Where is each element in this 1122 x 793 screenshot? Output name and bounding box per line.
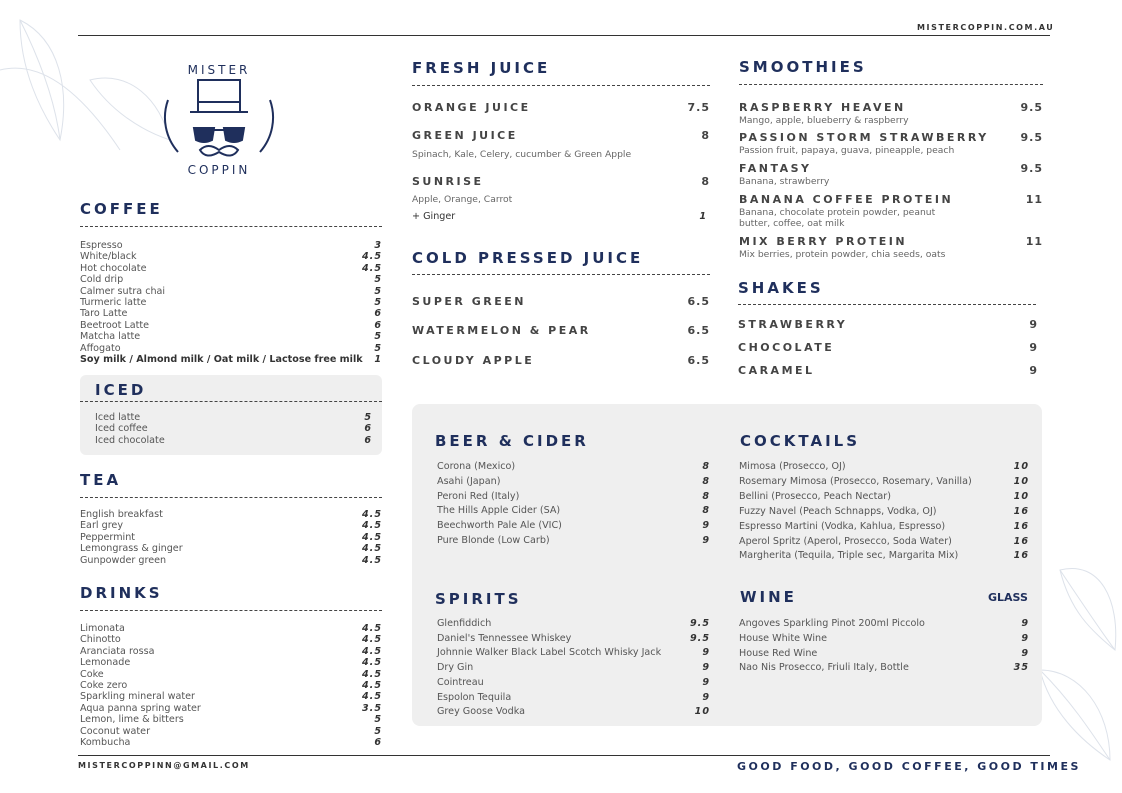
item-name: The Hills Apple Cider (SA): [437, 505, 561, 517]
item-name: House Red Wine: [739, 647, 818, 659]
item-name: Coconut water: [80, 725, 151, 737]
item-price: 9: [702, 676, 710, 688]
item-price: 8: [702, 475, 710, 487]
item-name: Peppermint: [80, 531, 136, 543]
item-price: 5: [364, 412, 372, 423]
item-name: Angoves Sparkling Pinot 200ml Piccolo: [739, 618, 925, 629]
item-name: Lemonade: [80, 657, 131, 669]
smoothie-desc: Banana, chocolate protein powder, peanut butter, coffee, oat milk: [739, 207, 936, 229]
item-price: 5: [374, 274, 382, 286]
item-name: Limonata: [80, 623, 125, 634]
cold-pressed-name: CLOUDY APPLE: [412, 354, 535, 367]
item-price: 9: [702, 534, 710, 546]
smoothie-desc: Passion fruit, papaya, guava, pineapple, peach: [739, 145, 955, 156]
list-item: [80, 657, 382, 668]
item-name: Mimosa (Prosecco, OJ): [739, 461, 846, 472]
item-name: Corona (Mexico): [437, 461, 516, 472]
item-name: Espresso: [80, 240, 123, 251]
item-name: Lemongrass & ginger: [80, 543, 183, 555]
list-item: [739, 520, 1029, 535]
item-name: Peroni Red (Italy): [437, 490, 520, 502]
list-item: [739, 661, 1029, 676]
item-name: Rosemary Mimosa (Prosecco, Rosemary, Vanilla): [739, 475, 972, 487]
item-name: Matcha latte: [80, 331, 141, 343]
item-name: Bellini (Prosecco, Peach Nectar): [739, 490, 891, 502]
item-price: 6: [374, 308, 382, 320]
item-price: 9: [1021, 618, 1029, 629]
item-price: 9: [702, 647, 710, 659]
item-price: 9: [702, 691, 710, 703]
coffee-list: [80, 240, 382, 365]
list-item: [80, 354, 382, 365]
item-price: 9: [702, 520, 710, 532]
shakes-title: SHAKES: [738, 279, 824, 297]
wine-list: [739, 617, 1029, 676]
cold-pressed-name: WATERMELON & PEAR: [412, 324, 591, 337]
list-item: [437, 490, 710, 505]
spirits-title: SPIRITS: [435, 590, 522, 608]
list-item: [80, 646, 382, 657]
list-item: [80, 703, 382, 714]
drinks-divider: [80, 610, 382, 611]
green-juice-price: 8: [701, 129, 710, 142]
cold-pressed-row: [412, 324, 710, 337]
item-price: 4.5: [362, 520, 382, 532]
list-item: [80, 669, 382, 680]
smoothie-row: [739, 162, 1043, 175]
item-name: Aperol Spritz (Aperol, Prosecco, Soda Water): [739, 535, 952, 547]
drinks-list: [80, 623, 382, 748]
smoothie-desc: Mango, apple, blueberry & raspberry: [739, 115, 909, 126]
list-item: [437, 691, 710, 706]
smoothie-row: [739, 131, 1043, 144]
item-name: Taro Latte: [80, 308, 128, 320]
cold-pressed-name: SUPER GREEN: [412, 295, 526, 308]
item-price: 6: [364, 423, 372, 435]
item-price: 4.5: [362, 680, 382, 692]
item-price: 4.5: [362, 251, 382, 263]
shake-row: [738, 318, 1038, 331]
list-item: [80, 543, 382, 554]
cold-pressed-price: 6.5: [687, 354, 710, 367]
beer-list: [437, 460, 710, 549]
list-item: [80, 634, 382, 645]
item-price: 4.5: [362, 623, 382, 634]
ginger-price: 1: [699, 211, 707, 222]
green-juice-desc: Spinach, Kale, Celery, cucumber & Green Apple: [412, 149, 632, 160]
coffee-title: COFFEE: [80, 200, 163, 218]
item-name: Asahi (Japan): [437, 475, 501, 487]
footer-tagline: GOOD FOOD, GOOD COFFEE, GOOD TIMES: [737, 760, 1081, 773]
logo-top-text: MISTER: [187, 63, 251, 77]
header-rule: [78, 35, 1050, 36]
coffee-divider: [80, 226, 382, 227]
smoothie-name: MIX BERRY PROTEIN: [739, 235, 908, 248]
logo-bottom-text: COPPIN: [187, 163, 251, 177]
item-name: Soy milk / Almond milk / Oat milk / Lactose free milk: [80, 354, 363, 366]
shake-row: [738, 341, 1038, 354]
item-price: 16: [1013, 520, 1029, 532]
item-price: 9.5: [690, 618, 710, 629]
list-item: [95, 423, 372, 434]
smoothie-desc: Mix berries, protein powder, chia seeds, oats: [739, 249, 946, 260]
list-item: [80, 308, 382, 319]
smoothie-name: FANTASY: [739, 162, 812, 175]
cold-pressed-price: 6.5: [687, 324, 710, 337]
item-name: Calmer sutra chai: [80, 285, 166, 297]
item-price: 5: [374, 331, 382, 343]
item-price: 1: [374, 354, 382, 366]
list-item: [80, 343, 382, 354]
list-item: [80, 509, 382, 520]
item-name: White/black: [80, 251, 137, 263]
footer-rule: [78, 755, 1050, 756]
item-price: 8: [702, 505, 710, 517]
cold-pressed-row: [412, 295, 710, 308]
item-name: Iced chocolate: [95, 434, 165, 446]
item-name: Daniel's Tennessee Whiskey: [437, 632, 572, 644]
item-price: 9.5: [690, 632, 710, 644]
list-item: [80, 714, 382, 725]
footer-email[interactable]: MISTERCOPPINN@GMAIL.COM: [78, 761, 250, 770]
list-item: [437, 676, 710, 691]
green-juice-name: GREEN JUICE: [412, 129, 518, 142]
item-price: 10: [1013, 475, 1029, 487]
wine-glass-label: GLASS: [988, 591, 1028, 604]
item-price: 4.5: [362, 543, 382, 555]
item-name: Aqua panna spring water: [80, 702, 201, 714]
item-price: 5: [374, 725, 382, 737]
sunrise-price: 8: [701, 175, 710, 188]
item-price: 4.5: [362, 645, 382, 657]
item-name: Lemon, lime & bitters: [80, 714, 184, 726]
item-name: Fuzzy Navel (Peach Schnapps, Vodka, OJ): [739, 505, 937, 517]
smoothie-price: 11: [1025, 235, 1043, 248]
list-item: [437, 617, 710, 632]
item-name: House White Wine: [739, 632, 827, 644]
smoothie-name: BANANA COFFEE PROTEIN: [739, 193, 954, 206]
list-item: [437, 661, 710, 676]
item-name: Nao Nis Prosecco, Friuli Italy, Bottle: [739, 662, 909, 674]
item-name: Turmeric latte: [80, 297, 147, 309]
shake-name: STRAWBERRY: [738, 318, 848, 331]
list-item: [437, 632, 710, 647]
item-name: Johnnie Walker Black Label Scotch Whisky Jack: [437, 647, 662, 659]
list-item: [80, 240, 382, 251]
item-name: Chinotto: [80, 634, 121, 646]
item-price: 4.5: [362, 634, 382, 646]
item-name: Iced latte: [95, 412, 141, 423]
list-item: [80, 737, 382, 748]
orange-juice-name: ORANGE JUICE: [412, 101, 531, 114]
ginger-row: [412, 211, 707, 222]
iced-title: ICED: [95, 381, 147, 399]
item-name: Dry Gin: [437, 662, 474, 674]
list-item: [739, 617, 1029, 632]
list-item: [437, 504, 710, 519]
shake-name: CARAMEL: [738, 364, 815, 377]
item-name: Pure Blonde (Low Carb): [437, 534, 550, 546]
list-item: [437, 646, 710, 661]
iced-divider: [80, 401, 382, 402]
item-price: 16: [1013, 550, 1029, 562]
shake-name: CHOCOLATE: [738, 341, 835, 354]
list-item: [739, 475, 1029, 490]
list-item: [95, 412, 372, 423]
item-name: Coke zero: [80, 680, 128, 692]
ginger-name: + Ginger: [412, 211, 456, 222]
list-item: [80, 286, 382, 297]
cold-pressed-price: 6.5: [687, 295, 710, 308]
list-item: [437, 705, 710, 720]
item-price: 4.5: [362, 262, 382, 274]
list-item: [80, 555, 382, 566]
item-name: Grey Goose Vodka: [437, 706, 525, 718]
item-price: 4.5: [362, 531, 382, 543]
item-name: Gunpowder green: [80, 554, 167, 566]
item-price: 9: [1021, 647, 1029, 659]
smoothie-row: [739, 235, 1043, 248]
list-item: [739, 647, 1029, 662]
item-price: 4.5: [362, 668, 382, 680]
iced-list: [95, 412, 372, 446]
smoothie-price: 9.5: [1020, 101, 1043, 114]
list-item: [80, 274, 382, 285]
list-item: [80, 623, 382, 634]
sunrise-row: [412, 175, 710, 188]
smoothie-row: [739, 193, 1043, 206]
tea-divider: [80, 497, 382, 498]
drinks-title: DRINKS: [80, 584, 163, 602]
item-name: Cold drip: [80, 274, 124, 286]
item-name: Beetroot Latte: [80, 319, 150, 331]
item-name: Glenfiddich: [437, 618, 492, 629]
smoothie-price: 9.5: [1020, 162, 1043, 175]
item-price: 6: [374, 737, 382, 749]
cold-pressed-divider: [412, 274, 710, 275]
cold-pressed-row: [412, 354, 710, 367]
orange-juice-price: 7.5: [687, 101, 710, 114]
smoothies-title: SMOOTHIES: [739, 58, 867, 76]
item-name: Cointreau: [437, 676, 484, 688]
item-name: Kombucha: [80, 737, 131, 749]
item-name: Espresso Martini (Vodka, Kahlua, Espresso): [739, 520, 946, 532]
item-price: 9: [702, 662, 710, 674]
shakes-divider: [738, 304, 1036, 305]
list-item: [437, 460, 710, 475]
list-item: [80, 251, 382, 262]
website-url[interactable]: MISTERCOPPIN.COM.AU: [917, 23, 1055, 32]
item-price: 5: [374, 342, 382, 354]
item-price: 10: [1013, 490, 1029, 502]
item-name: Aranciata rossa: [80, 645, 155, 657]
list-item: [437, 534, 710, 549]
shake-row: [738, 364, 1038, 377]
item-price: 6: [364, 434, 372, 446]
smoothie-price: 9.5: [1020, 131, 1043, 144]
list-item: [80, 726, 382, 737]
orange-juice-row: [412, 101, 710, 114]
list-item: [80, 297, 382, 308]
sunrise-name: SUNRISE: [412, 175, 484, 188]
smoothies-divider: [739, 84, 1043, 85]
list-item: [437, 475, 710, 490]
list-item: [80, 680, 382, 691]
item-name: English breakfast: [80, 509, 163, 520]
item-name: Beechworth Pale Ale (VIC): [437, 520, 562, 532]
shake-price: 9: [1029, 318, 1038, 331]
list-item: [739, 505, 1029, 520]
list-item: [80, 263, 382, 274]
fresh-juice-title: FRESH JUICE: [412, 59, 551, 77]
item-price: 5: [374, 285, 382, 297]
smoothie-row: [739, 101, 1043, 114]
item-name: Hot chocolate: [80, 262, 147, 274]
item-price: 9: [1021, 632, 1029, 644]
item-price: 10: [694, 706, 710, 718]
list-item: [437, 519, 710, 534]
item-price: 5: [374, 714, 382, 726]
item-name: Affogato: [80, 342, 121, 354]
item-price: 16: [1013, 535, 1029, 547]
item-name: Coke: [80, 668, 104, 680]
item-price: 6: [374, 319, 382, 331]
fresh-juice-divider: [412, 85, 710, 86]
smoothie-desc: Banana, strawberry: [739, 176, 830, 187]
item-price: 3: [374, 240, 382, 251]
smoothie-name: RASPBERRY HEAVEN: [739, 101, 906, 114]
list-item: [80, 331, 382, 342]
green-juice-row: [412, 129, 710, 142]
tea-list: [80, 509, 382, 566]
smoothie-price: 11: [1025, 193, 1043, 206]
list-item: [739, 632, 1029, 647]
list-item: [80, 320, 382, 331]
cocktails-list: [739, 460, 1029, 564]
smoothie-name: PASSION STORM STRAWBERRY: [739, 131, 989, 144]
item-price: 16: [1013, 505, 1029, 517]
item-price: 35: [1013, 662, 1029, 674]
item-price: 8: [702, 461, 710, 472]
cold-pressed-title: COLD PRESSED JUICE: [412, 249, 644, 267]
list-item: [80, 532, 382, 543]
item-price: 4.5: [362, 554, 382, 566]
spirits-list: [437, 617, 710, 720]
mister-coppin-logo: [156, 52, 282, 180]
sunrise-desc: Apple, Orange, Carrot: [412, 194, 513, 205]
list-item: [739, 490, 1029, 505]
list-item: [95, 435, 372, 446]
cocktails-title: COCKTAILS: [740, 432, 861, 450]
list-item: [80, 691, 382, 702]
tea-title: TEA: [80, 471, 122, 489]
list-item: [80, 520, 382, 531]
item-name: Iced coffee: [95, 423, 148, 435]
item-name: Earl grey: [80, 520, 124, 532]
item-price: 4.5: [362, 691, 382, 703]
item-price: 4.5: [362, 509, 382, 520]
item-name: Sparkling mineral water: [80, 691, 195, 703]
item-name: Margherita (Tequila, Triple sec, Margarita Mix): [739, 550, 959, 562]
item-price: 4.5: [362, 657, 382, 669]
list-item: [739, 535, 1029, 550]
list-item: [739, 460, 1029, 475]
shake-price: 9: [1029, 341, 1038, 354]
list-item: [739, 549, 1029, 564]
wine-title: WINE: [740, 588, 797, 606]
item-price: 3.5: [362, 702, 382, 714]
item-price: 10: [1013, 461, 1029, 472]
item-price: 5: [374, 297, 382, 309]
item-name: Espolon Tequila: [437, 691, 512, 703]
item-price: 8: [702, 490, 710, 502]
beer-title: BEER & CIDER: [435, 432, 589, 450]
shake-price: 9: [1029, 364, 1038, 377]
